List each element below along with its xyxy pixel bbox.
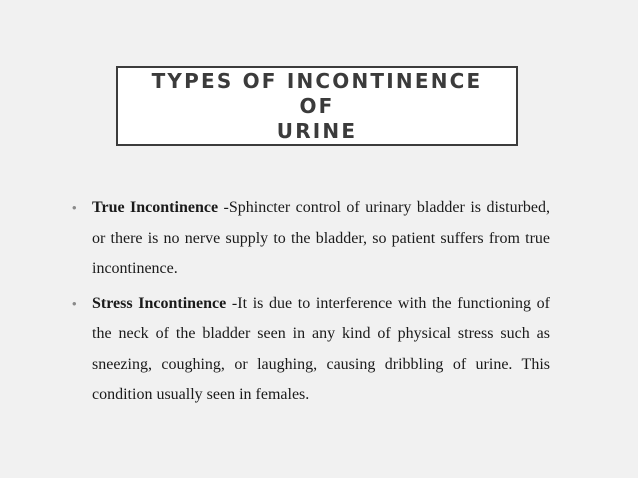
bullet-text: -Sphincter control of urinary bladder is disturbed, or there is no nerve supply to the bladder, so patient suffers from true incontinence.: [92, 199, 550, 277]
slide-title: [137, 69, 497, 144]
title-line-2: URINE: [276, 118, 358, 143]
bullet-list: [72, 193, 550, 415]
title-box: [116, 66, 518, 146]
bullet-term: Stress Incontinence: [92, 294, 227, 312]
title-line-1: TYPES OF INCONTINENCE OF: [151, 68, 483, 118]
bullet-item-true-incontinence: [72, 193, 550, 285]
bullet-icon: •: [72, 200, 77, 215]
bullet-term: True Incontinence: [92, 199, 219, 216]
bullet-icon: •: [72, 295, 77, 311]
bullet-text: -It is due to interference with the functioning of the neck of the bladder seen in any kind of physical stress such as sneezing, coughing, or laughing, causing dribbling of urine. This condition usually seen in females.: [92, 294, 551, 403]
bullet-item-stress-incontinence: [72, 289, 550, 411]
